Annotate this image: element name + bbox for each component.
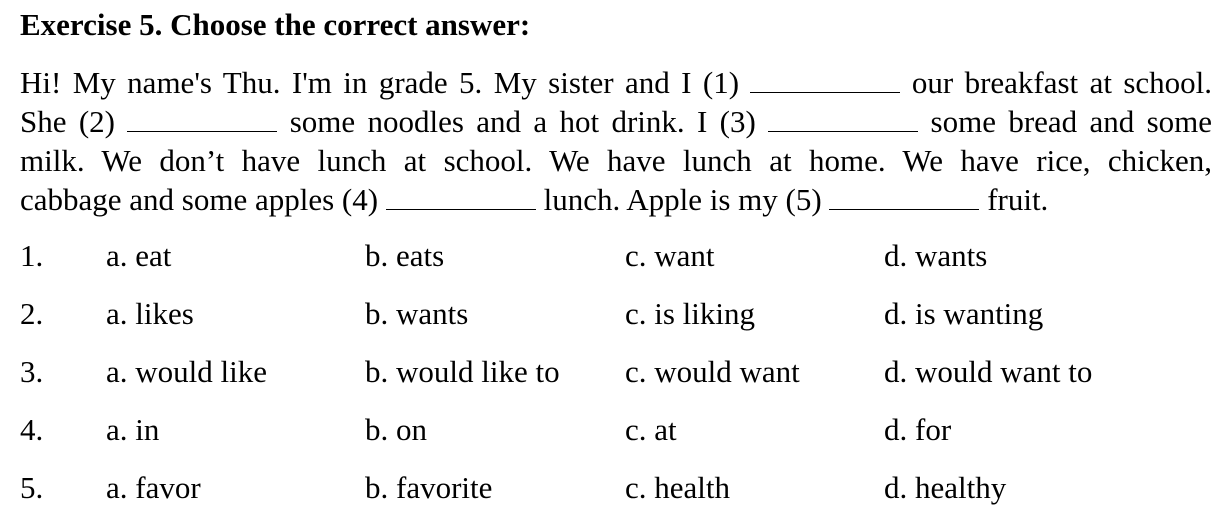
option-c: c. want [625,238,715,273]
option-c: c. would want [625,354,800,389]
option-c: c. health [625,470,731,505]
question-row [20,468,1212,526]
option-c: c. is liking [625,296,756,331]
passage-text: cabbage and some apples (4) [20,182,379,217]
answer-options [20,236,1212,526]
question-number: 3. [20,354,44,389]
question-number: 5. [20,470,44,505]
option-a: a. would like [106,354,267,389]
passage-text: some bread and some [930,104,1213,139]
answer-blank-2 [127,105,277,132]
option-d: d. wants [884,238,988,273]
passage-text: She (2) [20,104,115,139]
exercise-title: Exercise 5. Choose the correct answer: [20,7,531,42]
option-a: a. likes [106,296,194,331]
passage-line [20,180,1212,219]
question-number: 1. [20,238,44,273]
passage-line [20,102,1212,141]
option-b: b. on [365,412,427,447]
option-b: b. eats [365,238,445,273]
option-c: c. at [625,412,677,447]
answer-blank-1 [750,66,900,93]
passage-text: some noodles and a hot drink. I (3) [289,104,756,139]
passage-text: our breakfast at school. [911,65,1213,100]
question-number: 2. [20,296,44,331]
option-d: d. would want to [884,354,1093,389]
option-b: b. wants [365,296,469,331]
option-b: b. would like to [365,354,560,389]
passage-text: fruit. [987,182,1049,217]
option-b: b. favorite [365,470,493,505]
option-d: d. for [884,412,952,447]
option-d: d. healthy [884,470,1007,505]
option-a: a. eat [106,238,172,273]
answer-blank-5 [829,183,979,210]
question-row [20,236,1212,294]
passage-line [20,63,1212,102]
option-d: d. is wanting [884,296,1044,331]
answer-blank-3 [768,105,918,132]
passage-line [20,141,1212,180]
question-number: 4. [20,412,44,447]
passage [20,63,1212,219]
option-a: a. in [106,412,160,447]
answer-blank-4 [386,183,536,210]
question-row [20,410,1212,468]
passage-text: lunch. Apple is my (5) [543,182,822,217]
passage-text: Hi! My name's Thu. I'm in grade 5. My sister and I (1) [20,65,740,100]
option-a: a. favor [106,470,201,505]
question-row [20,352,1212,410]
question-row [20,294,1212,352]
passage-text: milk. We don’t have lunch at school. We have lunch at home. We have rice, chicken, [20,143,1212,178]
